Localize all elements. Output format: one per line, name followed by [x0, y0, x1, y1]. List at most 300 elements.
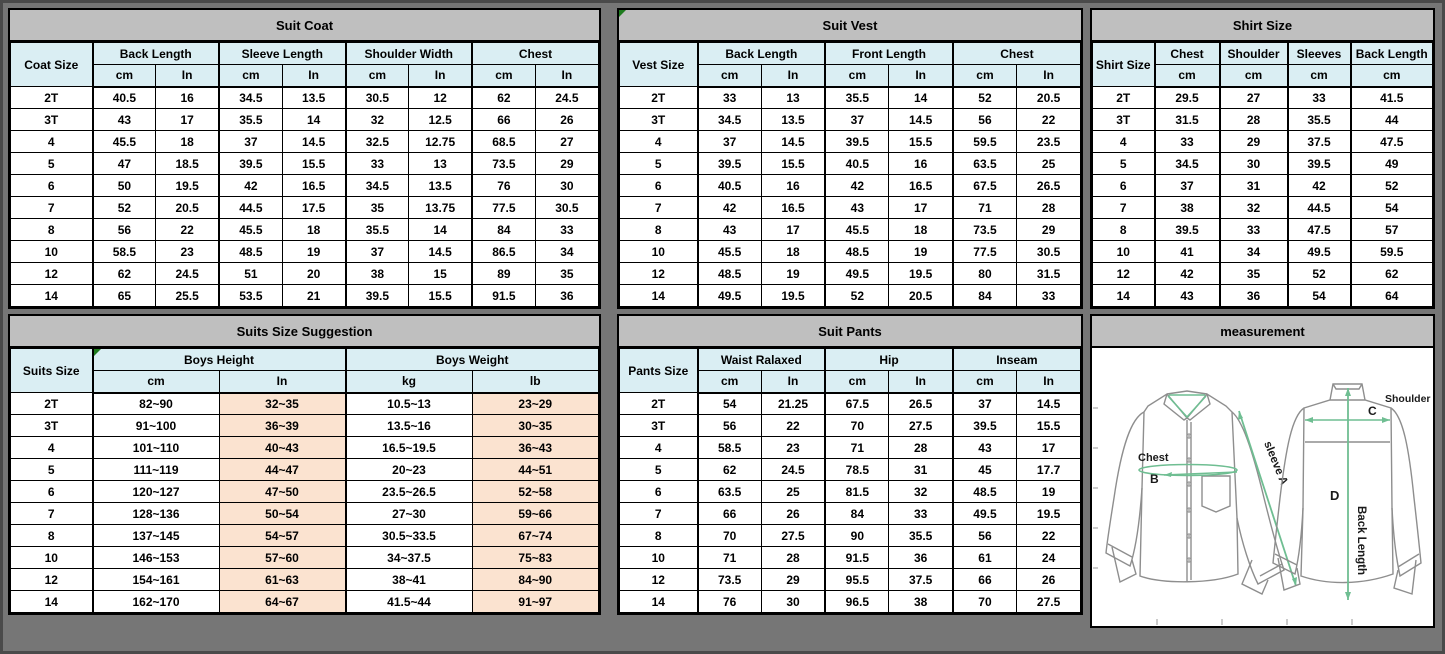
value-cell: 61~63 — [219, 569, 346, 591]
size-cell: 3T — [620, 415, 698, 437]
size-cell: 2T — [620, 393, 698, 415]
unit-header: In — [761, 371, 825, 393]
value-cell: 27~30 — [346, 503, 473, 525]
size-cell: 10 — [1093, 241, 1155, 263]
sleeve-label: sleeve A — [1261, 439, 1290, 488]
value-cell: 39.5 — [1288, 153, 1351, 175]
value-cell: 28 — [889, 437, 953, 459]
value-cell: 19 — [761, 263, 825, 285]
value-cell: 41 — [1155, 241, 1220, 263]
size-cell: 6 — [11, 481, 93, 503]
size-cell: 3T — [11, 109, 93, 131]
size-cell: 5 — [620, 153, 698, 175]
value-cell: 59.5 — [953, 131, 1017, 153]
unit-header: In — [761, 65, 825, 87]
value-cell: 30 — [535, 175, 598, 197]
unit-header: cm — [472, 65, 535, 87]
table-row — [11, 241, 599, 263]
value-cell: 27.5 — [889, 415, 953, 437]
value-cell: 32 — [889, 481, 953, 503]
value-cell: 18 — [889, 219, 953, 241]
value-cell: 91.5 — [825, 547, 889, 569]
shirt-size-table — [1092, 42, 1433, 307]
value-cell: 17 — [761, 219, 825, 241]
value-cell: 33 — [1155, 131, 1220, 153]
value-cell: 31.5 — [1017, 263, 1081, 285]
value-cell: 12.75 — [409, 131, 472, 153]
value-cell: 22 — [761, 415, 825, 437]
value-cell: 45.5 — [93, 131, 156, 153]
value-cell: 37 — [953, 393, 1017, 415]
comment-marker — [619, 10, 626, 17]
value-cell: 23.5~26.5 — [346, 481, 473, 503]
value-cell: 19.5 — [761, 285, 825, 307]
value-cell: 31.5 — [1155, 109, 1220, 131]
value-cell: 25 — [761, 481, 825, 503]
value-cell: 20.5 — [1017, 87, 1081, 109]
value-cell: 45.5 — [698, 241, 762, 263]
size-cell: 10 — [620, 547, 698, 569]
value-cell: 128~136 — [93, 503, 220, 525]
panel-left — [8, 8, 601, 615]
value-cell: 44~51 — [472, 459, 599, 481]
size-cell: 4 — [11, 131, 93, 153]
value-cell: 80 — [953, 263, 1017, 285]
value-cell: 45 — [953, 459, 1017, 481]
value-cell: 30.5 — [346, 87, 409, 109]
unit-header: cm — [93, 371, 220, 393]
value-cell: 25.5 — [156, 285, 219, 307]
value-cell: 37.5 — [889, 569, 953, 591]
value-cell: 162~170 — [93, 591, 220, 613]
value-cell: 67.5 — [953, 175, 1017, 197]
size-cell: 8 — [620, 219, 698, 241]
table-row — [1093, 219, 1433, 241]
value-cell: 19 — [889, 241, 953, 263]
value-cell: 16.5~19.5 — [346, 437, 473, 459]
value-cell: 26 — [535, 109, 598, 131]
vest-size-column-header: Vest Size — [620, 43, 698, 87]
size-suggestion-table-block — [8, 314, 601, 615]
value-cell: 49 — [1351, 153, 1433, 175]
table-row — [620, 547, 1081, 569]
table-row — [11, 153, 599, 175]
value-cell: 23 — [761, 437, 825, 459]
value-cell: 67.5 — [825, 393, 889, 415]
vest-front-length-header: Front Length — [825, 43, 953, 65]
value-cell: 13 — [409, 153, 472, 175]
value-cell: 39.5 — [346, 285, 409, 307]
value-cell: 36 — [889, 547, 953, 569]
size-cell: 7 — [11, 197, 93, 219]
value-cell: 154~161 — [93, 569, 220, 591]
table-row — [1093, 175, 1433, 197]
suit-pants-table — [619, 348, 1081, 613]
value-cell: 39.5 — [219, 153, 282, 175]
unit-header: cm — [1288, 65, 1351, 87]
value-cell: 16.5 — [889, 175, 953, 197]
value-cell: 26.5 — [889, 393, 953, 415]
back-shirt-drawing — [1273, 384, 1421, 594]
value-cell: 30.5 — [1017, 241, 1081, 263]
value-cell: 111~119 — [93, 459, 220, 481]
value-cell: 62 — [698, 459, 762, 481]
size-cell: 14 — [1093, 285, 1155, 307]
value-cell: 13.5 — [409, 175, 472, 197]
value-cell: 17 — [1017, 437, 1081, 459]
value-cell: 20.5 — [156, 197, 219, 219]
value-cell: 137~145 — [93, 525, 220, 547]
value-cell: 14.5 — [282, 131, 345, 153]
value-cell: 71 — [825, 437, 889, 459]
value-cell: 16 — [761, 175, 825, 197]
chest-label: Chest — [1138, 452, 1169, 464]
table-row — [620, 415, 1081, 437]
value-cell: 33 — [346, 153, 409, 175]
coat-back-length-header: Back Length — [93, 43, 220, 65]
value-cell: 17 — [889, 197, 953, 219]
value-cell: 26 — [761, 503, 825, 525]
value-cell: 33 — [1220, 219, 1288, 241]
value-cell: 37 — [1155, 175, 1220, 197]
value-cell: 38 — [1155, 197, 1220, 219]
table-row — [620, 525, 1081, 547]
value-cell: 22 — [1017, 525, 1081, 547]
size-cell: 14 — [620, 285, 698, 307]
value-cell: 23.5 — [1017, 131, 1081, 153]
value-cell: 58.5 — [698, 437, 762, 459]
value-cell: 36 — [535, 285, 598, 307]
value-cell: 71 — [698, 547, 762, 569]
vest-back-length-header: Back Length — [698, 43, 826, 65]
value-cell: 96.5 — [825, 591, 889, 613]
value-cell: 35.5 — [219, 109, 282, 131]
value-cell: 30~35 — [472, 415, 599, 437]
value-cell: 62 — [1351, 263, 1433, 285]
value-cell: 43 — [93, 109, 156, 131]
value-cell: 47~50 — [219, 481, 346, 503]
table-row — [11, 547, 599, 569]
table-row — [11, 393, 599, 415]
size-cell: 12 — [620, 569, 698, 591]
value-cell: 70 — [953, 591, 1017, 613]
table-row — [11, 219, 599, 241]
value-cell: 44~47 — [219, 459, 346, 481]
value-cell: 28 — [1017, 197, 1081, 219]
table-row — [11, 591, 599, 613]
unit-header: cm — [698, 371, 762, 393]
value-cell: 34 — [1220, 241, 1288, 263]
size-cell: 12 — [1093, 263, 1155, 285]
unit-header: cm — [825, 65, 889, 87]
value-cell: 73.5 — [698, 569, 762, 591]
value-cell: 43 — [825, 197, 889, 219]
value-cell: 54 — [1351, 197, 1433, 219]
size-cell: 8 — [11, 219, 93, 241]
value-cell: 91~97 — [472, 591, 599, 613]
panel-middle — [617, 8, 1083, 615]
value-cell: 67~74 — [472, 525, 599, 547]
unit-header: cm — [93, 65, 156, 87]
value-cell: 51 — [219, 263, 282, 285]
value-cell: 22 — [156, 219, 219, 241]
value-cell: 59.5 — [1351, 241, 1433, 263]
value-cell: 34.5 — [1155, 153, 1220, 175]
value-cell: 63.5 — [953, 153, 1017, 175]
value-cell: 91.5 — [472, 285, 535, 307]
table-row — [620, 109, 1081, 131]
value-cell: 34 — [535, 241, 598, 263]
value-cell: 32~35 — [219, 393, 346, 415]
table-row — [11, 109, 599, 131]
size-cell: 6 — [620, 481, 698, 503]
pants-waist-header: Waist Ralaxed — [698, 349, 826, 371]
value-cell: 58.5 — [93, 241, 156, 263]
table-row — [620, 393, 1081, 415]
size-cell: 7 — [11, 503, 93, 525]
table-row — [620, 241, 1081, 263]
table-row — [11, 503, 599, 525]
value-cell: 24 — [1017, 547, 1081, 569]
value-cell: 13.5 — [761, 109, 825, 131]
value-cell: 95.5 — [825, 569, 889, 591]
value-cell: 49.5 — [1288, 241, 1351, 263]
value-cell: 52 — [1351, 175, 1433, 197]
value-cell: 32 — [1220, 197, 1288, 219]
value-cell: 35 — [535, 263, 598, 285]
value-cell: 57 — [1351, 219, 1433, 241]
value-cell: 34.5 — [219, 87, 282, 109]
value-cell: 15 — [409, 263, 472, 285]
table-row — [1093, 241, 1433, 263]
coat-size-column-header: Coat Size — [11, 43, 93, 87]
value-cell: 41.5~44 — [346, 591, 473, 613]
value-cell: 56 — [93, 219, 156, 241]
back-letter-label: D — [1330, 488, 1340, 503]
size-cell: 2T — [620, 87, 698, 109]
value-cell: 27 — [535, 131, 598, 153]
value-cell: 70 — [825, 415, 889, 437]
value-cell: 14 — [889, 87, 953, 109]
value-cell: 47.5 — [1351, 131, 1433, 153]
value-cell: 27.5 — [761, 525, 825, 547]
value-cell: 14.5 — [409, 241, 472, 263]
value-cell: 26 — [1017, 569, 1081, 591]
value-cell: 29 — [535, 153, 598, 175]
value-cell: 82~90 — [93, 393, 220, 415]
value-cell: 52~58 — [472, 481, 599, 503]
value-cell: 90 — [825, 525, 889, 547]
value-cell: 21 — [282, 285, 345, 307]
value-cell: 47.5 — [1288, 219, 1351, 241]
value-cell: 17 — [156, 109, 219, 131]
table-row — [620, 437, 1081, 459]
size-cell: 8 — [620, 525, 698, 547]
value-cell: 45.5 — [219, 219, 282, 241]
value-cell: 38 — [889, 591, 953, 613]
value-cell: 29 — [1017, 219, 1081, 241]
value-cell: 49.5 — [953, 503, 1017, 525]
unit-header: cm — [825, 371, 889, 393]
value-cell: 48.5 — [698, 263, 762, 285]
table-row — [620, 197, 1081, 219]
table-row — [1093, 87, 1433, 109]
value-cell: 30.5~33.5 — [346, 525, 473, 547]
value-cell: 50 — [93, 175, 156, 197]
table-row — [11, 569, 599, 591]
value-cell: 52 — [1288, 263, 1351, 285]
value-cell: 84~90 — [472, 569, 599, 591]
suit-vest-table — [619, 42, 1081, 307]
value-cell: 49.5 — [825, 263, 889, 285]
value-cell: 13.5~16 — [346, 415, 473, 437]
value-cell: 34.5 — [698, 109, 762, 131]
table-row — [1093, 153, 1433, 175]
value-cell: 78.5 — [825, 459, 889, 481]
value-cell: 64~67 — [219, 591, 346, 613]
size-suggestion-table — [10, 348, 599, 613]
value-cell: 40~43 — [219, 437, 346, 459]
value-cell: 54 — [1288, 285, 1351, 307]
back-length-label: Back Length — [1355, 506, 1367, 576]
value-cell: 40.5 — [93, 87, 156, 109]
value-cell: 76 — [698, 591, 762, 613]
table-row — [620, 175, 1081, 197]
value-cell: 14.5 — [889, 109, 953, 131]
value-cell: 28 — [761, 547, 825, 569]
value-cell: 13.75 — [409, 197, 472, 219]
value-cell: 15.5 — [761, 153, 825, 175]
size-cell: 12 — [620, 263, 698, 285]
suit-coat-title: Suit Coat — [10, 10, 599, 42]
value-cell: 42 — [1155, 263, 1220, 285]
value-cell: 16 — [156, 87, 219, 109]
value-cell: 39.5 — [953, 415, 1017, 437]
size-cell: 6 — [11, 175, 93, 197]
value-cell: 84 — [472, 219, 535, 241]
size-cell: 3T — [1093, 109, 1155, 131]
unit-header: In — [889, 65, 953, 87]
boys-height-header: Boys Height — [93, 349, 346, 371]
value-cell: 43 — [1155, 285, 1220, 307]
value-cell: 66 — [953, 569, 1017, 591]
value-cell: 42 — [1288, 175, 1351, 197]
value-cell: 77.5 — [472, 197, 535, 219]
size-cell: 12 — [11, 569, 93, 591]
unit-header: kg — [346, 371, 473, 393]
vest-chest-header: Chest — [953, 43, 1081, 65]
value-cell: 36~43 — [472, 437, 599, 459]
value-cell: 73.5 — [472, 153, 535, 175]
value-cell: 31 — [1220, 175, 1288, 197]
value-cell: 18.5 — [156, 153, 219, 175]
value-cell: 34.5 — [346, 175, 409, 197]
value-cell: 42 — [219, 175, 282, 197]
value-cell: 37 — [825, 109, 889, 131]
shoulder-letter-label: C — [1368, 404, 1377, 418]
value-cell: 44.5 — [1288, 197, 1351, 219]
panel-right — [1090, 8, 1435, 628]
value-cell: 91~100 — [93, 415, 220, 437]
table-row — [620, 591, 1081, 613]
value-cell: 70 — [698, 525, 762, 547]
value-cell: 62 — [93, 263, 156, 285]
table-row — [11, 459, 599, 481]
value-cell: 30 — [1220, 153, 1288, 175]
table-row — [620, 153, 1081, 175]
value-cell: 29 — [761, 569, 825, 591]
value-cell: 71 — [953, 197, 1017, 219]
value-cell: 86.5 — [472, 241, 535, 263]
value-cell: 28 — [1220, 109, 1288, 131]
value-cell: 38 — [346, 263, 409, 285]
pants-size-column-header: Pants Size — [620, 349, 698, 393]
unit-header: In — [535, 65, 598, 87]
value-cell: 38~41 — [346, 569, 473, 591]
value-cell: 15.5 — [889, 131, 953, 153]
table-row — [1093, 285, 1433, 307]
unit-header: cm — [219, 65, 282, 87]
value-cell: 23~29 — [472, 393, 599, 415]
value-cell: 57~60 — [219, 547, 346, 569]
value-cell: 30.5 — [535, 197, 598, 219]
value-cell: 12.5 — [409, 109, 472, 131]
value-cell: 89 — [472, 263, 535, 285]
table-row — [11, 285, 599, 307]
size-cell: 8 — [1093, 219, 1155, 241]
value-cell: 43 — [953, 437, 1017, 459]
size-cell: 7 — [1093, 197, 1155, 219]
value-cell: 48.5 — [953, 481, 1017, 503]
value-cell: 40.5 — [825, 153, 889, 175]
unit-header: cm — [698, 65, 762, 87]
unit-header: cm — [953, 65, 1017, 87]
value-cell: 43 — [698, 219, 762, 241]
value-cell: 15.5 — [1017, 415, 1081, 437]
value-cell: 37 — [698, 131, 762, 153]
value-cell: 30 — [761, 591, 825, 613]
unit-header: cm — [346, 65, 409, 87]
value-cell: 35.5 — [889, 525, 953, 547]
comment-marker — [94, 349, 101, 356]
value-cell: 14 — [282, 109, 345, 131]
value-cell: 27 — [1220, 87, 1288, 109]
value-cell: 24.5 — [535, 87, 598, 109]
value-cell: 76 — [472, 175, 535, 197]
size-cell: 6 — [1093, 175, 1155, 197]
size-cell: 14 — [11, 285, 93, 307]
table-row — [620, 219, 1081, 241]
unit-header: In — [1017, 65, 1081, 87]
table-row — [11, 87, 599, 109]
unit-header: lb — [472, 371, 599, 393]
size-cell: 2T — [11, 87, 93, 109]
value-cell: 31 — [889, 459, 953, 481]
table-row — [1093, 263, 1433, 285]
value-cell: 35 — [1220, 263, 1288, 285]
value-cell: 84 — [953, 285, 1017, 307]
value-cell: 19.5 — [889, 263, 953, 285]
value-cell: 32.5 — [346, 131, 409, 153]
unit-header: In — [409, 65, 472, 87]
value-cell: 17.5 — [282, 197, 345, 219]
size-cell: 8 — [11, 525, 93, 547]
size-cell: 10 — [11, 241, 93, 263]
value-cell: 33 — [1288, 87, 1351, 109]
value-cell: 52 — [953, 87, 1017, 109]
measurement-title: measurement — [1092, 316, 1433, 348]
value-cell: 35.5 — [346, 219, 409, 241]
